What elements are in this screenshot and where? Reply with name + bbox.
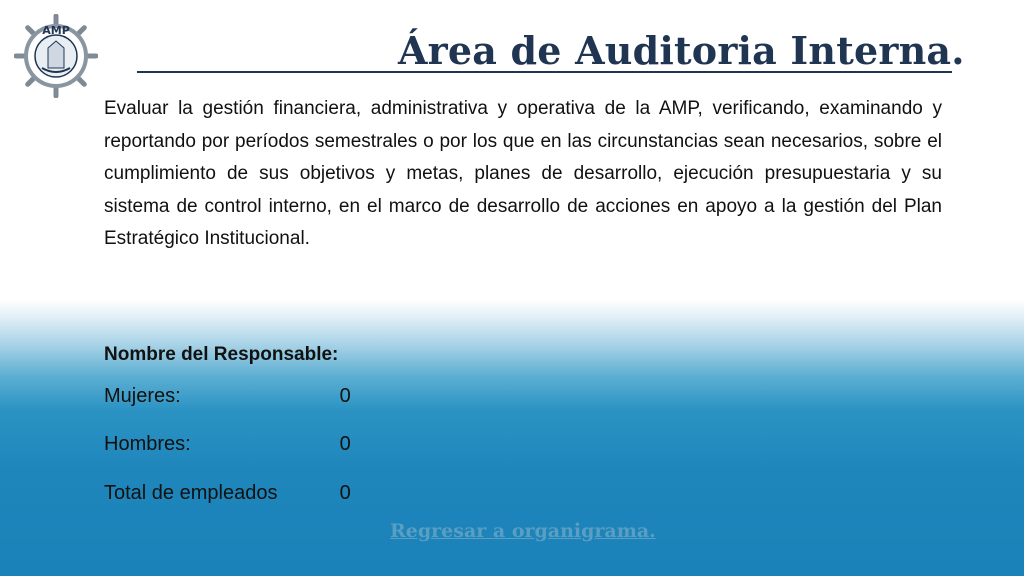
stat-label: Mujeres: xyxy=(104,385,181,407)
back-to-org-chart-link[interactable]: Regresar a organigrama. xyxy=(390,520,656,542)
stat-row-women xyxy=(104,385,351,408)
responsible-label: Nombre del Responsable: xyxy=(104,344,339,365)
stat-row-men xyxy=(104,433,351,456)
amp-logo-icon xyxy=(14,14,98,98)
stat-value: 0 xyxy=(339,482,351,504)
stat-value: 0 xyxy=(339,385,351,407)
stat-label: Hombres: xyxy=(104,433,191,455)
stat-label: Total de empleados xyxy=(104,482,278,504)
stat-value: 0 xyxy=(339,433,351,455)
area-description: Evaluar la gestión financiera, administrativa y operativa de la AMP, verificando, examinando y reportando por períodos semestrales o por los que en las circunstancias sean necesarios, sobre el cumplimiento de sus objetivos y metas, planes de desarrollo, ejecución presupuestaria y su sistema de control interno, en el marco de desarrollo de acciones en apoyo a la gestión del Plan Estratégico Institucional. xyxy=(104,98,942,249)
svg-text:AMP: AMP xyxy=(42,24,70,37)
stat-row-total xyxy=(104,482,351,505)
page-title: Área de Auditoria Interna. xyxy=(398,28,965,73)
